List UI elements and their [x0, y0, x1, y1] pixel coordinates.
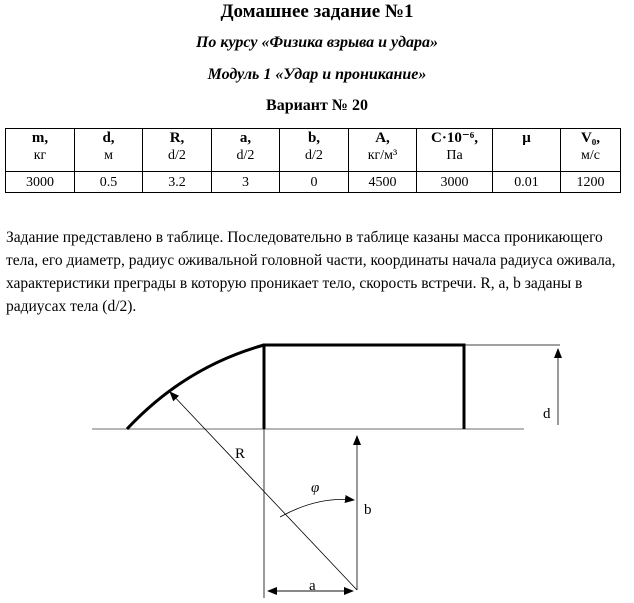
value-a: 3 [212, 172, 280, 193]
value-V0: 1200 [561, 172, 621, 193]
col-d-header [75, 129, 143, 172]
col-symbol: b, [307, 130, 321, 146]
col-symbol: C·10⁻⁶, [431, 130, 478, 146]
col-b-header [280, 129, 349, 172]
table-value-row [6, 172, 621, 193]
col-symbol: d, [102, 130, 115, 146]
col-symbol: R, [169, 130, 185, 146]
phi-arc [280, 499, 354, 517]
label-b: b [364, 502, 372, 518]
value-b: 0 [280, 172, 349, 193]
ogive-arc [127, 345, 264, 429]
col-symbol: μ [522, 130, 531, 146]
col-A-header [349, 129, 417, 172]
label-d: d [543, 406, 551, 422]
col-m-header [6, 129, 75, 172]
col-a-header [212, 129, 280, 172]
col-mu-header [493, 129, 561, 172]
col-unit: м [104, 148, 113, 163]
task-description: Задание представлено в таблице. Последовательно в таблице казаны масса проникающего тела, его диаметр, радиус оживальной головной части, координаты начала радиуса оживала, характеристики преграды в которую проникает тело, скорость встречи. R, a, b заданы в радиусах тела (d/2). [6, 229, 616, 315]
col-unit: d/2 [236, 148, 255, 163]
col-symbol: A, [375, 130, 390, 146]
parameters-table [5, 128, 621, 193]
value-d: 0.5 [75, 172, 143, 193]
value-C: 3000 [417, 172, 493, 193]
value-A: 4500 [349, 172, 417, 193]
col-unit: м/с [581, 148, 600, 163]
col-symbol: V₀, [580, 130, 601, 146]
col-unit: кг [33, 148, 47, 163]
col-C-header [417, 129, 493, 172]
col-V0-header [561, 129, 621, 172]
course-subtitle: По курсу «Физика взрыва и удара» [195, 34, 439, 51]
col-R-header [143, 129, 212, 172]
col-unit: кг/м³ [367, 148, 398, 163]
body-outline [264, 345, 464, 429]
ogive-diagram [0, 330, 634, 603]
label-phi: φ [311, 480, 320, 496]
label-a: a [309, 578, 316, 594]
value-mu: 0.01 [493, 172, 561, 193]
value-R: 3.2 [143, 172, 212, 193]
document-title: Домашнее задание №1 [220, 1, 414, 22]
col-symbol: a, [239, 130, 252, 146]
table-header-row [6, 129, 621, 172]
col-unit: d/2 [305, 148, 323, 163]
variant-heading: Вариант № 20 [266, 97, 368, 114]
col-unit: Па [446, 148, 463, 163]
col-unit: d/2 [168, 148, 186, 163]
label-R: R [235, 446, 246, 462]
value-m: 3000 [6, 172, 75, 193]
col-symbol: m, [31, 130, 49, 146]
module-subtitle: Модуль 1 «Удар и проникание» [207, 66, 427, 83]
